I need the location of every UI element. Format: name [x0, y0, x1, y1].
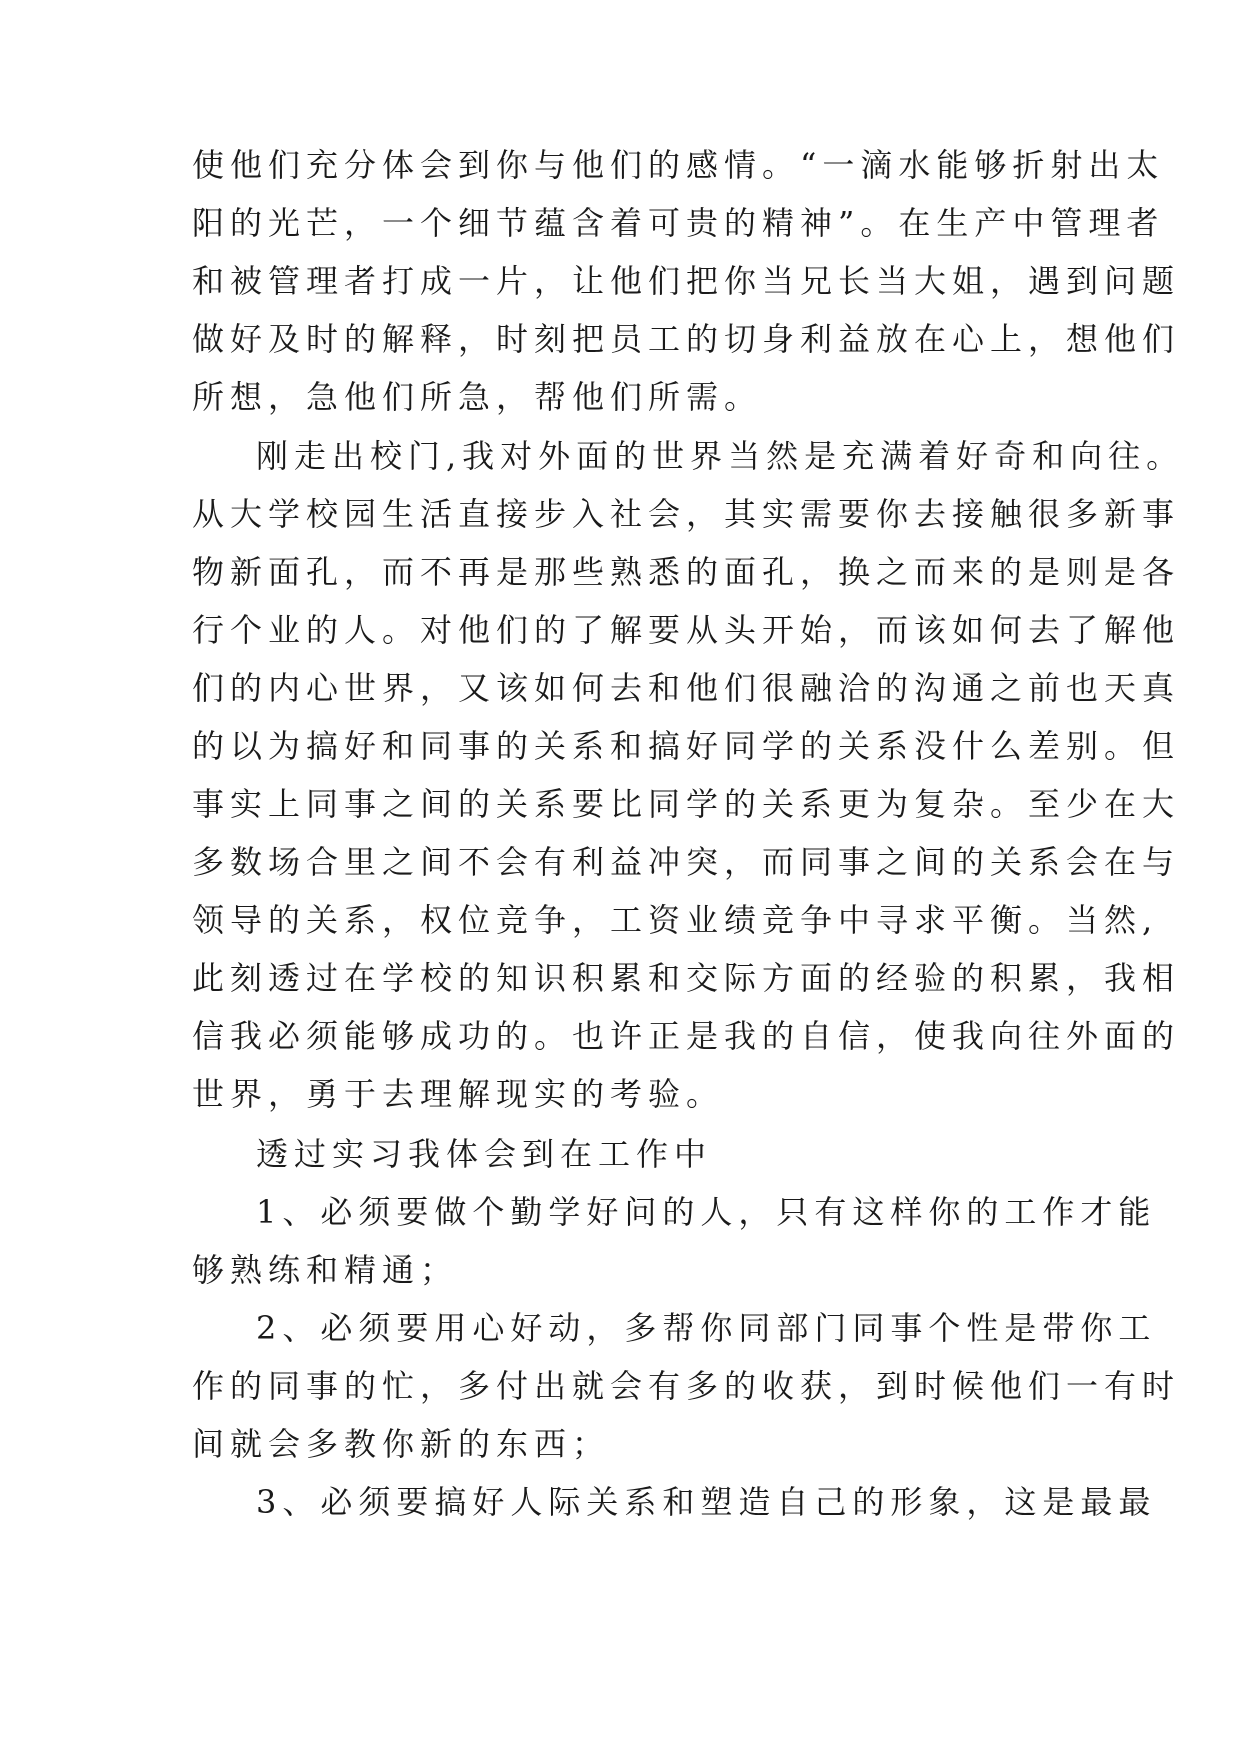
text-line: 此刻透过在学校的知识积累和交际方面的经验的积累，我相	[192, 959, 1181, 997]
text-line: 做好及时的解释，时刻把员工的切身利益放在心上，想他们	[192, 320, 1181, 358]
text-line: 使他们充分体会到你与他们的感情。“一滴水能够折射出太	[192, 146, 1165, 184]
text-line: 的以为搞好和同事的关系和搞好同学的关系没什么差别。但	[192, 727, 1181, 765]
text-line: 和被管理者打成一片，让他们把你当兄长当大姐，遇到问题	[192, 262, 1181, 300]
text-line: 信我必须能够成功的。也许正是我的自信，使我向往外面的	[192, 1017, 1181, 1055]
text-line: 1、必须要做个勤学好问的人，只有这样你的工作才能	[256, 1193, 1157, 1231]
text-line: 从大学校园生活直接步入社会，其实需要你去接触很多新事	[192, 495, 1181, 533]
text-line: 行个业的人。对他们的了解要从头开始，而该如何去了解他	[192, 611, 1181, 649]
text-line: 2、必须要用心好动，多帮你同部门同事个性是带你工	[256, 1309, 1157, 1347]
paragraph-intro-list	[192, 1125, 1052, 1183]
list-item-2	[192, 1299, 1181, 1473]
text-line: 3、必须要搞好人际关系和塑造自己的形象，这是最最	[256, 1483, 1157, 1521]
text-line: 所想，急他们所急，帮他们所需。	[192, 378, 763, 416]
text-line: 刚走出校门,我对外面的世界当然是充满着好奇和向往。	[256, 437, 1185, 475]
text-line: 够熟练和精通；	[192, 1251, 459, 1289]
paragraph-school-to-society	[192, 427, 1185, 1123]
text-line: 透过实习我体会到在工作中	[256, 1135, 713, 1173]
text-line: 世界，勇于去理解现实的考验。	[192, 1075, 725, 1113]
text-line: 们的内心世界，又该如何去和他们很融洽的沟通之前也天真	[192, 669, 1181, 707]
text-line: 间就会多教你新的东西；	[192, 1425, 611, 1463]
paragraph-continuation	[192, 136, 1181, 426]
list-item-1	[192, 1183, 1157, 1299]
text-line: 阳的光芒，一个细节蕴含着可贵的精神”。在生产中管理者	[192, 204, 1165, 242]
text-line: 领导的关系，权位竞争，工资业绩竞争中寻求平衡。当然,	[192, 901, 1159, 939]
text-line: 多数场合里之间不会有利益冲突，而同事之间的关系会在与	[192, 843, 1181, 881]
text-line: 物新面孔，而不再是那些熟悉的面孔，换之而来的是则是各	[192, 553, 1181, 591]
list-item-3	[192, 1473, 1157, 1531]
text-line: 作的同事的忙，多付出就会有多的收获，到时候他们一有时	[192, 1367, 1181, 1405]
text-line: 事实上同事之间的关系要比同学的关系更为复杂。至少在大	[192, 785, 1181, 823]
